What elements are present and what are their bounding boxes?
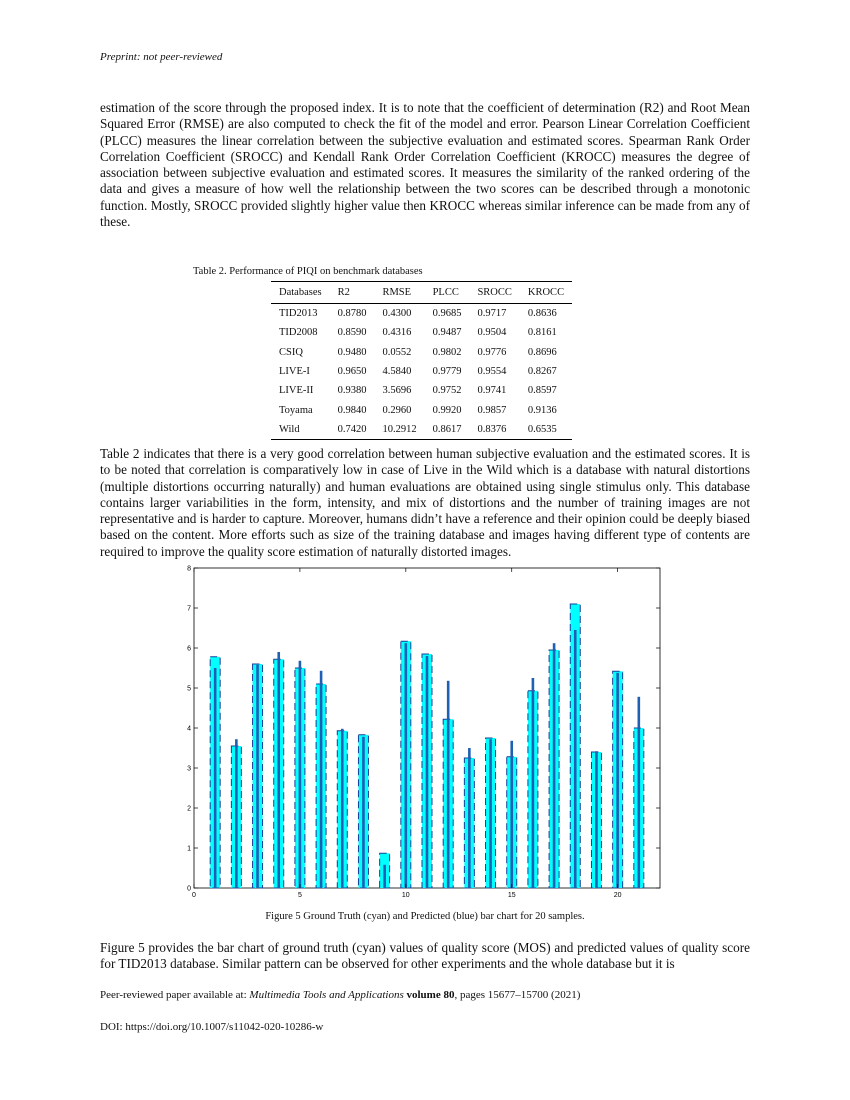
- table-cell: 0.9840: [337, 404, 367, 416]
- table-cell: 0.9920: [432, 404, 462, 416]
- x-tick-label: 20: [613, 892, 622, 899]
- predicted-bar: [510, 741, 513, 888]
- table-cell: 0.8597: [527, 385, 557, 397]
- table-cell: 0.6535: [520, 420, 572, 440]
- table-row: [271, 381, 572, 400]
- predicted-bar: [574, 630, 577, 888]
- predicted-bar: [277, 652, 280, 888]
- col-header: RMSE: [374, 282, 424, 304]
- running-header: Preprint: not peer-reviewed: [100, 51, 223, 63]
- y-tick-label: 5: [187, 685, 191, 693]
- table-cell: 0.8636: [527, 308, 557, 320]
- table-cell: 0.9779: [432, 366, 462, 378]
- predicted-bar: [235, 739, 238, 888]
- table-cell: Wild: [271, 420, 330, 440]
- table-cell: 0.9752: [432, 385, 462, 397]
- col-header: SROCC: [469, 282, 519, 304]
- predicted-bar: [320, 671, 323, 888]
- table-cell: 0.9857: [477, 404, 507, 416]
- journal-link[interactable]: Multimedia Tools and Applications: [249, 989, 404, 1001]
- predicted-bar: [383, 865, 386, 888]
- y-tick-label: 3: [187, 765, 191, 773]
- y-tick-label: 7: [187, 605, 191, 613]
- paragraph-intro: estimation of the score through the proposed index. It is to note that the coefficient of determination (R2) and Root Mean Squared Error (RMSE) are also computed to check the fit of the model and error. Pearson Linear Correlation Coefficient (PLCC) measures the linear correlation between the subjective evaluation and estimated scores. Spearman Rank Order Correlation Coefficient (SROCC) and Kendall Rank Order Correlation Coefficient (KROCC) measures the degree of association between subjective evaluation and estimated scores. It measures the similarity of the ranked ordering of the data and gives a measure of how well the relationship between the two scores can be described through a monotonic function. Mostly, SROCC provided slightly higher value then KROCC whereas similar inference can be made from any of these.: [100, 100, 750, 230]
- table-cell: 0.8161: [527, 327, 557, 339]
- table-caption: Table 2. Performance of PIQI on benchmark databases: [193, 266, 423, 277]
- y-tick-label: 2: [187, 805, 191, 813]
- table-cell: 0.9136: [527, 404, 557, 416]
- col-header: R2: [330, 282, 375, 304]
- predicted-bar: [426, 656, 429, 888]
- table-cell: 0.8780: [337, 308, 367, 320]
- table-cell: Toyama: [279, 404, 313, 416]
- col-header: Databases: [271, 282, 330, 304]
- table-cell: 0.9776: [477, 346, 507, 358]
- table-cell: TID2008: [279, 327, 318, 339]
- predicted-bar: [362, 737, 365, 888]
- predicted-bar: [553, 643, 556, 888]
- paragraph-figure-description: Figure 5 provides the bar chart of ground truth (cyan) values of quality score (MOS) and predicted values of quality score for TID2013 database. Similar pattern can be observed for other experiments and the whole database but it is: [100, 940, 750, 972]
- predicted-bar: [256, 665, 259, 888]
- table-row: [271, 400, 572, 419]
- table-cell: 0.9717: [477, 308, 507, 320]
- predicted-bar: [616, 673, 619, 888]
- figure-caption: Figure 5 Ground Truth (cyan) and Predicted (blue) bar chart for 20 samples.: [265, 911, 585, 922]
- x-tick-label: 10: [401, 892, 410, 899]
- table-cell: 0.9487: [432, 327, 462, 339]
- table-row: [271, 420, 572, 440]
- predicted-bar: [638, 697, 641, 888]
- table-cell: 0.4300: [382, 308, 412, 320]
- paragraph-discussion: Table 2 indicates that there is a very good correlation between human subjective evaluation and the estimated scores. It is to be noted that correlation is comparatively low in case of Live in the Wild which is a database with natural distortions (multiple distortions occurring naturally) and human evaluations are obtained using single stimulus only. This database contains larger variabilities in the form, intensity, and mix of distortions and the number of training images are not representative and is harder to capture. Moreover, humans didn’t have a reference and their opinion could be deeply biased based on the content. More efforts such as size of the training database and images having different type of contents are required to improve the quality score estimation of naturally distorted images.: [100, 446, 750, 559]
- table-row: [271, 362, 572, 381]
- table-row: [271, 343, 572, 362]
- results-table: [271, 281, 572, 440]
- table-cell: LIVE-I: [279, 366, 310, 378]
- table-cell: 0.9741: [477, 385, 507, 397]
- table-cell: 0.8376: [469, 420, 519, 440]
- peer-review-prefix: Peer-reviewed paper available at:: [100, 989, 250, 1001]
- volume-label: volume 80: [406, 989, 455, 1001]
- x-tick-label: 0: [192, 892, 196, 899]
- predicted-bar: [299, 661, 302, 888]
- table-cell: 0.9685: [432, 308, 462, 320]
- table-cell: 0.9480: [337, 346, 367, 358]
- predicted-bar: [595, 751, 598, 888]
- col-header: KROCC: [520, 282, 572, 304]
- y-tick-label: 1: [187, 845, 191, 853]
- peer-review-note: [100, 989, 580, 1001]
- table-header-row: [271, 282, 572, 304]
- table-cell: 0.8590: [337, 327, 367, 339]
- table-cell: 0.9504: [477, 327, 507, 339]
- table-cell: 4.5840: [382, 366, 412, 378]
- x-tick-label: 15: [507, 892, 516, 899]
- bar-chart: [180, 560, 670, 900]
- predicted-bar: [341, 729, 344, 888]
- y-tick-label: 6: [187, 645, 191, 653]
- doi-link[interactable]: DOI: https://doi.org/10.1007/s11042-020-10286-w: [100, 1021, 324, 1033]
- table-row: [271, 304, 572, 324]
- predicted-bar: [468, 748, 471, 888]
- pages-label: , pages 15677–15700 (2021): [454, 989, 581, 1001]
- predicted-bar: [532, 678, 535, 888]
- table-cell: TID2013: [279, 308, 318, 320]
- table-cell: 0.8617: [425, 420, 470, 440]
- predicted-bar: [214, 668, 217, 888]
- predicted-bar: [447, 681, 450, 888]
- table-cell: 0.8696: [527, 346, 557, 358]
- table-cell: CSIQ: [279, 346, 303, 358]
- table-cell: 0.8267: [527, 366, 557, 378]
- y-tick-label: 8: [187, 565, 191, 573]
- table-cell: LIVE-II: [279, 385, 314, 397]
- table-cell: 0.9802: [432, 346, 462, 358]
- predicted-bar: [405, 643, 408, 888]
- predicted-bar: [489, 739, 492, 888]
- table-cell: 0.0552: [382, 346, 412, 358]
- table-cell: 0.9650: [337, 366, 367, 378]
- y-tick-label: 4: [187, 725, 191, 733]
- table-row: [271, 323, 572, 342]
- table-cell: 0.2960: [382, 404, 412, 416]
- table-cell: 0.4316: [382, 327, 412, 339]
- y-tick-label: 0: [187, 885, 191, 893]
- table-cell: 0.9554: [477, 366, 507, 378]
- table-cell: 10.2912: [374, 420, 424, 440]
- table-cell: 3.5696: [382, 385, 412, 397]
- table-cell: 0.9380: [337, 385, 367, 397]
- col-header: PLCC: [425, 282, 470, 304]
- x-tick-label: 5: [297, 892, 302, 899]
- table-cell: 0.7420: [330, 420, 375, 440]
